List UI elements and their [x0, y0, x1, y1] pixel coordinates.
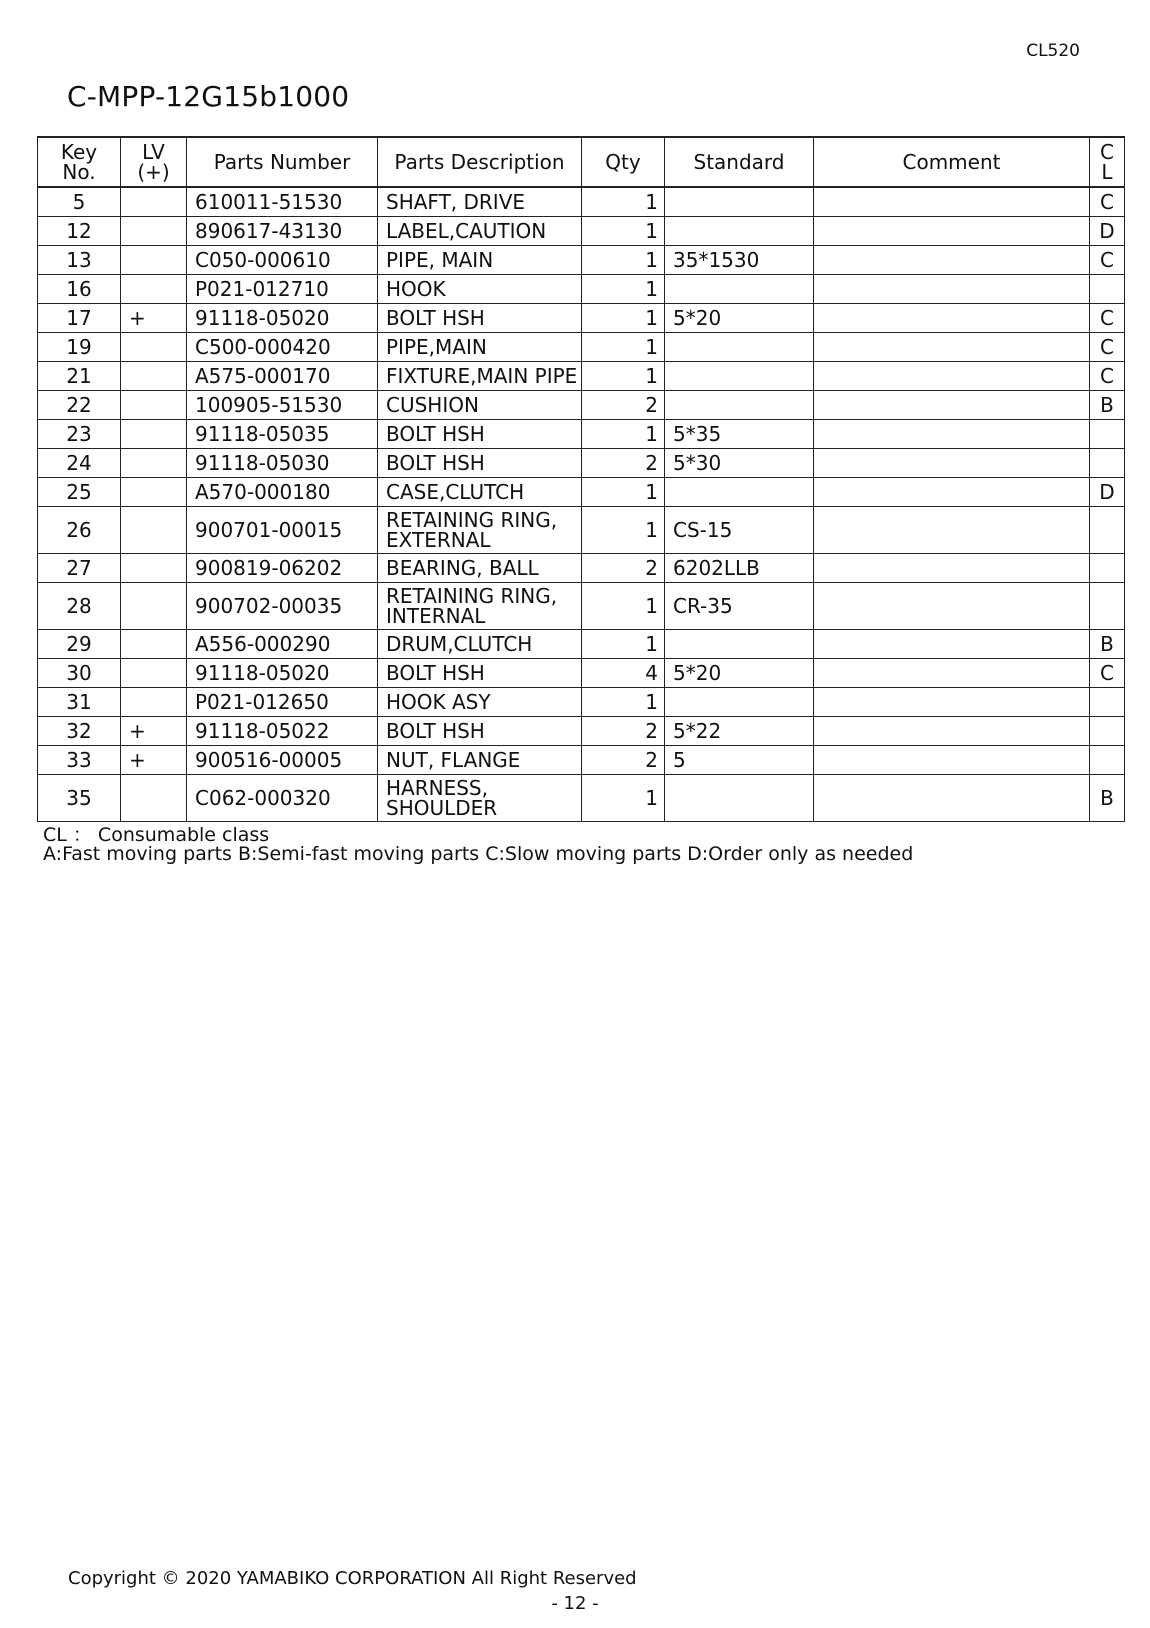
cell-key: 30 — [38, 659, 121, 688]
cell-comment — [814, 449, 1090, 478]
cell-lv — [121, 217, 187, 246]
cell-standard — [665, 217, 814, 246]
cell-comment — [814, 187, 1090, 217]
table-row — [38, 630, 1125, 659]
cell-key: 32 — [38, 717, 121, 746]
cell-parts-description: PIPE, MAIN — [378, 246, 582, 275]
cell-parts-number: 900819-06202 — [187, 554, 378, 583]
cell-comment — [814, 420, 1090, 449]
cell-standard: CR-35 — [665, 583, 814, 630]
parts-table — [37, 136, 1125, 822]
cell-key: 31 — [38, 688, 121, 717]
cell-qty: 1 — [582, 478, 665, 507]
cell-qty: 1 — [582, 187, 665, 217]
cell-lv — [121, 478, 187, 507]
cell-parts-number: C500-000420 — [187, 333, 378, 362]
cell-cl: B — [1090, 391, 1125, 420]
cell-qty: 1 — [582, 420, 665, 449]
cell-standard: 5*35 — [665, 420, 814, 449]
cell-lv — [121, 554, 187, 583]
table-row — [38, 187, 1125, 217]
cell-lv — [121, 659, 187, 688]
cell-parts-number: C062-000320 — [187, 775, 378, 822]
col-header-cl-line1: C — [1100, 140, 1114, 164]
cell-key: 5 — [38, 187, 121, 217]
cell-parts-description: BEARING, BALL — [378, 554, 582, 583]
table-row — [38, 362, 1125, 391]
cell-qty: 1 — [582, 583, 665, 630]
cell-cl — [1090, 275, 1125, 304]
cell-comment — [814, 217, 1090, 246]
col-header-parts-number: Parts Number — [187, 137, 378, 187]
cell-parts-number: 91118-05030 — [187, 449, 378, 478]
cell-parts-description: CUSHION — [378, 391, 582, 420]
cell-lv: + — [121, 304, 187, 333]
description-line-2: EXTERNAL — [386, 528, 491, 552]
col-header-comment: Comment — [814, 137, 1090, 187]
cell-qty: 1 — [582, 362, 665, 391]
table-row — [38, 775, 1125, 822]
cell-key: 21 — [38, 362, 121, 391]
cell-comment — [814, 478, 1090, 507]
cell-parts-number: A556-000290 — [187, 630, 378, 659]
cell-cl: B — [1090, 630, 1125, 659]
cell-parts-description: BOLT HSH — [378, 304, 582, 333]
cell-parts-number: 900701-00015 — [187, 507, 378, 554]
description-line-2: SHOULDER — [386, 796, 498, 820]
cell-lv — [121, 630, 187, 659]
note-line-2: A:Fast moving parts B:Semi-fast moving parts C:Slow moving parts D:Order only as needed — [43, 843, 914, 865]
cell-parts-number: P021-012650 — [187, 688, 378, 717]
description-line-1: RETAINING RING, — [386, 584, 558, 608]
cell-standard: 5*20 — [665, 659, 814, 688]
cell-qty: 1 — [582, 275, 665, 304]
cell-comment — [814, 583, 1090, 630]
cell-standard: 5*30 — [665, 449, 814, 478]
cell-comment — [814, 717, 1090, 746]
cell-standard: 5*22 — [665, 717, 814, 746]
cell-key: 26 — [38, 507, 121, 554]
cell-parts-description: FIXTURE,MAIN PIPE — [378, 362, 582, 391]
cell-cl: C — [1090, 187, 1125, 217]
cell-lv — [121, 775, 187, 822]
cell-parts-description: PIPE,MAIN — [378, 333, 582, 362]
cell-comment — [814, 688, 1090, 717]
cell-qty: 1 — [582, 630, 665, 659]
cell-parts-number: 900516-00005 — [187, 746, 378, 775]
cell-parts-description — [378, 775, 582, 822]
cell-lv — [121, 275, 187, 304]
cell-cl — [1090, 583, 1125, 630]
table-row — [38, 659, 1125, 688]
cell-cl — [1090, 746, 1125, 775]
cell-standard — [665, 391, 814, 420]
cell-parts-number: 91118-05035 — [187, 420, 378, 449]
cell-standard — [665, 275, 814, 304]
table-header-row — [38, 137, 1125, 187]
cell-standard — [665, 775, 814, 822]
cell-parts-number: A575-000170 — [187, 362, 378, 391]
page-number: - 12 - — [551, 1593, 599, 1614]
cell-standard — [665, 333, 814, 362]
cell-parts-number: C050-000610 — [187, 246, 378, 275]
cell-lv — [121, 688, 187, 717]
table-row — [38, 583, 1125, 630]
cell-parts-description: BOLT HSH — [378, 659, 582, 688]
cell-standard: CS-15 — [665, 507, 814, 554]
cell-parts-description: SHAFT, DRIVE — [378, 187, 582, 217]
cell-parts-number: 610011-51530 — [187, 187, 378, 217]
cell-key: 28 — [38, 583, 121, 630]
cell-parts-description: NUT, FLANGE — [378, 746, 582, 775]
table-row — [38, 420, 1125, 449]
cell-key: 24 — [38, 449, 121, 478]
cell-lv: + — [121, 746, 187, 775]
cell-parts-description: BOLT HSH — [378, 717, 582, 746]
cell-cl — [1090, 717, 1125, 746]
cell-cl: B — [1090, 775, 1125, 822]
cell-qty: 4 — [582, 659, 665, 688]
cell-standard: 35*1530 — [665, 246, 814, 275]
cell-cl: C — [1090, 362, 1125, 391]
cell-standard: 5 — [665, 746, 814, 775]
col-header-lv — [121, 137, 187, 187]
cell-key: 13 — [38, 246, 121, 275]
cell-comment — [814, 362, 1090, 391]
cell-key: 23 — [38, 420, 121, 449]
cell-key: 33 — [38, 746, 121, 775]
table-row — [38, 688, 1125, 717]
cell-key: 16 — [38, 275, 121, 304]
cell-standard — [665, 187, 814, 217]
parts-table-body — [38, 187, 1125, 822]
table-row — [38, 304, 1125, 333]
cell-standard — [665, 688, 814, 717]
cell-key: 12 — [38, 217, 121, 246]
cell-parts-description — [378, 583, 582, 630]
table-row — [38, 246, 1125, 275]
col-header-parts-description: Parts Description — [378, 137, 582, 187]
cell-qty: 2 — [582, 717, 665, 746]
cell-qty: 1 — [582, 775, 665, 822]
cell-key: 27 — [38, 554, 121, 583]
cell-lv — [121, 187, 187, 217]
cell-key: 22 — [38, 391, 121, 420]
cell-lv — [121, 362, 187, 391]
cell-cl — [1090, 688, 1125, 717]
page-title: C-MPP-12G15b1000 — [67, 80, 350, 113]
cell-cl: C — [1090, 659, 1125, 688]
cell-lv — [121, 246, 187, 275]
cell-parts-number: A570-000180 — [187, 478, 378, 507]
cell-parts-number: 890617-43130 — [187, 217, 378, 246]
cell-standard — [665, 362, 814, 391]
cell-parts-number: 100905-51530 — [187, 391, 378, 420]
cell-qty: 2 — [582, 746, 665, 775]
table-row — [38, 478, 1125, 507]
cell-comment — [814, 659, 1090, 688]
table-row — [38, 507, 1125, 554]
cell-parts-number: P021-012710 — [187, 275, 378, 304]
table-row — [38, 391, 1125, 420]
col-header-key-line1: Key — [60, 140, 98, 164]
cell-cl: D — [1090, 217, 1125, 246]
cell-lv — [121, 449, 187, 478]
cell-cl — [1090, 449, 1125, 478]
cell-parts-description: HOOK ASY — [378, 688, 582, 717]
cell-lv — [121, 333, 187, 362]
cell-key: 17 — [38, 304, 121, 333]
cell-comment — [814, 391, 1090, 420]
table-row — [38, 449, 1125, 478]
table-row — [38, 746, 1125, 775]
cell-parts-description — [378, 507, 582, 554]
description-line-2: INTERNAL — [386, 604, 486, 628]
cell-cl: C — [1090, 304, 1125, 333]
cell-comment — [814, 630, 1090, 659]
cell-qty: 1 — [582, 507, 665, 554]
cell-standard: 6202LLB — [665, 554, 814, 583]
cell-lv — [121, 391, 187, 420]
cell-qty: 2 — [582, 391, 665, 420]
cell-qty: 1 — [582, 246, 665, 275]
cell-parts-description: HOOK — [378, 275, 582, 304]
col-header-key-line2: No. — [62, 160, 96, 184]
cell-comment — [814, 275, 1090, 304]
copyright-text: Copyright © 2020 YAMABIKO CORPORATION All Right Reserved — [68, 1568, 637, 1589]
cell-parts-number: 91118-05020 — [187, 304, 378, 333]
cell-key: 25 — [38, 478, 121, 507]
cell-standard: 5*20 — [665, 304, 814, 333]
description-line-1: HARNESS, — [386, 776, 488, 800]
cell-cl: D — [1090, 478, 1125, 507]
cell-cl: C — [1090, 333, 1125, 362]
col-header-standard: Standard — [665, 137, 814, 187]
table-row — [38, 275, 1125, 304]
col-header-qty: Qty — [582, 137, 665, 187]
cell-lv — [121, 583, 187, 630]
table-row — [38, 333, 1125, 362]
cell-comment — [814, 246, 1090, 275]
table-row — [38, 717, 1125, 746]
cell-comment — [814, 775, 1090, 822]
cell-qty: 1 — [582, 304, 665, 333]
note-line-1: CL ： Consumable class — [43, 824, 270, 846]
cell-key: 19 — [38, 333, 121, 362]
cell-parts-number: 91118-05020 — [187, 659, 378, 688]
cell-cl — [1090, 554, 1125, 583]
col-header-cl — [1090, 137, 1125, 187]
cell-comment — [814, 304, 1090, 333]
cell-key: 29 — [38, 630, 121, 659]
cell-parts-description: BOLT HSH — [378, 449, 582, 478]
description-line-1: RETAINING RING, — [386, 508, 558, 532]
cell-qty: 1 — [582, 217, 665, 246]
cell-qty: 1 — [582, 333, 665, 362]
table-row — [38, 217, 1125, 246]
col-header-lv-line2: (+) — [137, 160, 170, 184]
cell-parts-description: DRUM,CLUTCH — [378, 630, 582, 659]
cell-cl — [1090, 507, 1125, 554]
cell-lv — [121, 420, 187, 449]
cell-qty: 1 — [582, 688, 665, 717]
col-header-key — [38, 137, 121, 187]
cell-comment — [814, 746, 1090, 775]
cell-cl: C — [1090, 246, 1125, 275]
cell-qty: 2 — [582, 554, 665, 583]
cell-standard — [665, 478, 814, 507]
col-header-lv-line1: LV — [142, 140, 165, 164]
cell-key: 35 — [38, 775, 121, 822]
cell-comment — [814, 507, 1090, 554]
cell-standard — [665, 630, 814, 659]
model-code: CL520 — [1026, 41, 1080, 61]
cell-cl — [1090, 420, 1125, 449]
col-header-cl-line2: L — [1101, 160, 1113, 184]
cell-parts-description: LABEL,CAUTION — [378, 217, 582, 246]
cell-lv — [121, 507, 187, 554]
table-row — [38, 554, 1125, 583]
cell-qty: 2 — [582, 449, 665, 478]
cell-lv: + — [121, 717, 187, 746]
cell-comment — [814, 333, 1090, 362]
consumable-class-note — [43, 826, 913, 864]
cell-parts-number: 91118-05022 — [187, 717, 378, 746]
cell-comment — [814, 554, 1090, 583]
cell-parts-description: BOLT HSH — [378, 420, 582, 449]
cell-parts-number: 900702-00035 — [187, 583, 378, 630]
cell-parts-description: CASE,CLUTCH — [378, 478, 582, 507]
